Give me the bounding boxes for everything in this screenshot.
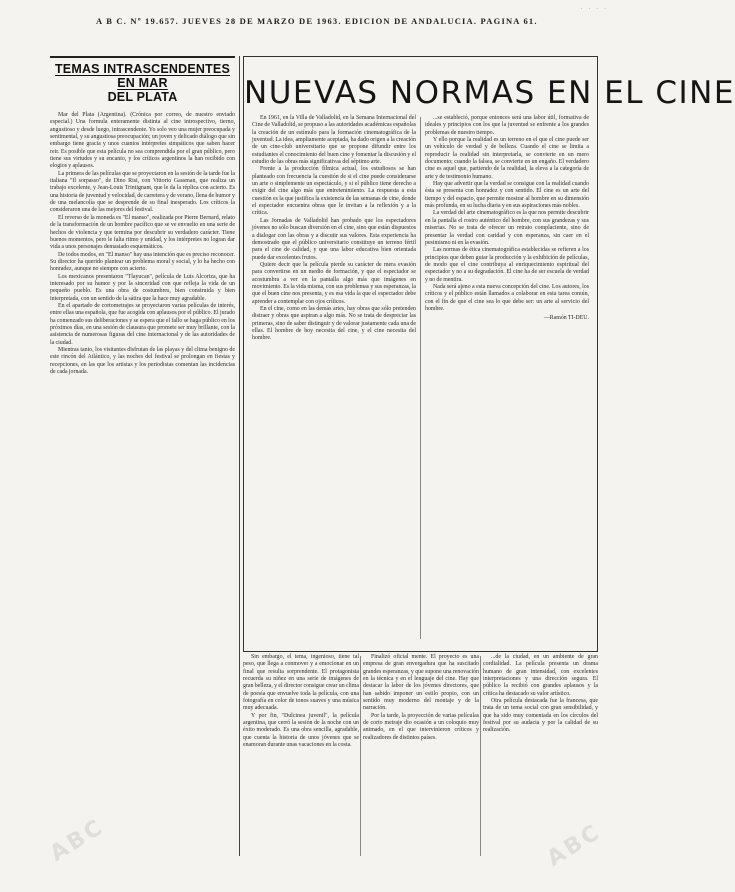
paragraph: Hay que advertir que la verdad se consigue con la realidad cuando ésta se presenta con honradez y con sentido. El cine es un arte del tiempo y del espacio, que permite mostrar al hombre en su dimensión más profunda, en su lucha diaria y en sus aspiraciones más nobles. <box>425 181 589 210</box>
bottom-column-2 <box>363 654 479 859</box>
boxed-article-column-1 <box>252 115 416 643</box>
bottom-column-3 <box>483 654 598 859</box>
paragraph: Sin embargo, el tema, ingenioso, tiene tal peso, que llega a conmover y a emocionar en un final que resulta sorprendente. El protagonista recuerda su niñez en una serie de imágenes de gran belleza, y el director consigue crear un clima de poesía que envuelve toda la película, con una fotografía en color de tonos suaves y una música muy adecuada. <box>243 654 359 712</box>
left-column-rule <box>50 56 235 58</box>
bottom-divider-2 <box>480 656 481 856</box>
paragraph: El reverso de la moneda es "El manso", realizada por Pierre Bernard, relato de la transformación de un hombre pacífico que se ve envuelto en una serie de hechos de violencia y que termina por descubrir su verdadero carácter. Tiene buenos momentos, pero le falta ritmo y unidad, y los intérpretes no logran dar vida a unos personajes demasiado esquemáticos. <box>50 214 235 251</box>
paragraph: Y por fin, "Dulcinea juvenil", la película argentina, que cerró la sesión de la noche con un éxito moderado. Es una obra sencilla, agradable, que cuenta la historia de unos jóvenes que se enamoran durante unas vacaciones en la costa. <box>243 712 359 749</box>
paragraph: En el apartado de cortometrajes se proyectaron varias películas de interés, entre ellas una española, que fue acogida con aplausos por el público. El jurado ha comenzado sus deliberaciones y se espera que el fallo se haga público en los próximos días, en una sesión de clausura que promete ser muy brillante, con la asistencia de numerosas figuras del cine internacional y de las autoridades de la ciudad. <box>50 302 235 346</box>
paragraph: Las Jornadas de Valladolid han probado que los espectadores jóvenes no sólo buscan diversión en el cine, sino que están dispuestos a dialogar con las obras y a discutir sus valores. Esta experiencia ha demostrado que el público universitario constituye un terreno fértil para el cine de calidad, y que una labor educativa bien orientada puede dar excelentes frutos. <box>252 217 416 261</box>
paragraph: Por la tarde, la proyección de varias películas de corto metraje dio ocasión a un coloquio muy animado, en el que intervinieron críticos y realizadores de distintos países. <box>363 712 479 741</box>
paragraph: De todos modos, en "El manso" hay una intención que es preciso reconocer. Su director ha querido plantear un problema moral y social, y lo ha hecho con honradez, aunque no siempre con acierto. <box>50 251 235 273</box>
paragraph: Nada será ajeno a esta nueva concepción del cine. Los autores, los críticos y el público están llamados a colaborar en esta tarea común, con el fin de que el cine sea lo que debe ser: un arte al servicio del hombre. <box>425 283 589 312</box>
paragraph: En 1961, en la Villa de Valladolid, en la Semana Internacional del Cine de Valladolid, se propuso a las autoridades académicas españolas la creación de un estímulo para la formación cinematográfica de la juventud. La idea, ampliamente aceptada, ha dado origen a la creación de un cine-club universitario que se propone difundir entre los estudiantes el conocimiento del buen cine y fomentar la discusión y el estudio de las obras más significativas del séptimo arte. <box>252 115 416 166</box>
author-signature: —Ramón TI-DEU. <box>543 315 589 322</box>
boxed-article-column-2 <box>425 115 589 643</box>
paragraph: Mar del Plata (Argentina). (Crónica por correo, de nuestro enviado especial.) Una formula enteramente distinta al cine introspectivo, tierno, angustioso y desde luego, intrascendente. Yo solo veo una mujer preocupada y sentimental, y su angustiosa preocupación; un joven y delicado diálogo que sin embargo tiene gracia y unos cuantos intérpretes simpáticos que saben hacer reir. Es posible que esta película no sea comprendida por el gran público, pero tiene sus virtudes y su encanto, y los críticos argentinos la han recibido con elogios y aplausos. <box>50 112 235 170</box>
paragraph: Las normas de ética cinematográfica establecidas se refieren a los principios que deben guiar la producción y la exhibición de películas, de modo que el cine contribuya al enriquecimiento espiritual del espectador y no a su degradación. El cine ha de ser escuela de verdad y no de mentira. <box>425 247 589 283</box>
paragraph: En el cine, como en las demás artes, hay obras que sólo pretenden distraer y obras que aspiran a algo más. No se trata de despreciar las primeras, sino de saber distinguir y de valorar justamente cada una de ellas. El hombre de hoy necesita del cine, y el cine necesita del hombre. <box>252 305 416 342</box>
paragraph: Los mexicanos presentaron "Tlayucan", película de Luis Alcoriza, que ha interesado por su humor y por la sinceridad con que refleja la vida de un pequeño pueblo. Es una obra de costumbres, bien construida y bien interpretada, con un sentido de la sátira que la hace muy agradable. <box>50 273 235 302</box>
paragraph: Frente a la producción fílmica actual, los estudiosos se han planteado con frecuencia la cuestión de si el cine puede considerarse un arte o simplemente un espectáculo, y si el público tiene derecho a exigir del cine algo más que entretenimiento. La respuesta a esta cuestión es la que justifica la existencia de las semanas de cine, donde el espectador encuentra obras que le invitan a la reflexión y a la crítica. <box>252 166 416 217</box>
paragraph: ...de la ciudad, en un ambiente de gran cordialidad. La película presenta un drama humano de gran intensidad, con excelentes interpretaciones y una dirección segura. El público la recibió con grandes aplausos y la crítica ha destacado su valor artístico. <box>483 654 598 697</box>
left-article-body <box>50 112 235 892</box>
paragraph: Finalizó oficial mente. El proyecto es una empresa de gran envergadura que ha suscitado grandes esperanzas, y que supone una renovación en la técnica y en el lenguaje del cine. Hay que destacar la labor de los jóvenes directores, que han sabido imponer un estilo propio, con un sentido muy moderno del montaje y de la narración. <box>363 654 479 712</box>
abc-watermark: ABC <box>542 819 607 872</box>
paragraph: La verdad del arte cinematográfico es la que nos permite descubrir en la pantalla el rostro auténtico del hombre, con sus grandezas y sus miserias. No se trata de ofrecer un retrato complaciente, sino de presentar la verdad con caridad y con esperanza, sin caer en el pesimismo ni en la evasión. <box>425 210 589 246</box>
bottom-divider-1 <box>360 656 361 856</box>
paragraph: Quiere decir que la película pierde su carácter de mera evasión para convertirse en un medio de formación, y que el espectador se acostumbra a ver en la pantalla algo más que imágenes en movimiento. Es la vida misma, con sus problemas y sus esperanzas, la que el buen cine nos presenta, y es esa vida la que el espectador debe aprender a contemplar con ojos críticos. <box>252 261 416 305</box>
corner-mark: · · · · <box>580 6 608 13</box>
left-article-headline <box>50 62 235 104</box>
page-folio: A B C. Nº 19.657. JUEVES 28 DE MARZO DE 1963. EDICION DE ANDALUCIA. PAGINA 61. <box>96 16 538 26</box>
left-headline-line-2: DEL PLATA <box>107 90 178 104</box>
paragraph: Y ello porque la realidad es un terreno en el que el cine puede ser un vehículo de verdad y de belleza. Cuando el cine se limita a reproducir la realidad sin interpretarla, se convierte en un mero documento; cuando la falsea, se convierte en un engaño. El verdadero cine es aquel que, partiendo de la realidad, la eleva a la categoría de arte y de testimonio humano. <box>425 137 589 180</box>
paragraph: La primera de las películas que se proyectaron en la sesión de la tarde fue la italiana "Il sorpasso", de Dino Risi, con Vittorio Gassman, que realiza un trabajo excelente, y Jean-Louis Trintignant, que le da la réplica con acierto. Es una historia de juventud y velocidad, de carretera y de verano, llena de humor y de una melancolía que se desprende de su final inesperado. Los críticos la consideraron una de las mejores del festival. <box>50 170 235 214</box>
paragraph: Otra película destacada fue la francesa, que trata de un tema social con gran sensibilidad, y que ha sido muy comentada en los círculos del festival por su audacia y por la calidad de su realización. <box>483 698 598 734</box>
column-divider <box>239 56 240 856</box>
paragraph: Mientras tanto, los visitantes disfrutan de las playas y del clima benigno de este rincón del Atlántico, y las noches del festival se prolongan en fiestas y recepciones, en las que los artistas y los periodistas comentan las incidencias de cada jornada. <box>50 347 235 376</box>
paragraph: ...se estableció, porque entonces será una labor útil, formativa de ideales y principios con los que la juventud se enfrente a los grandes problemas de nuestro tiempo. <box>425 115 589 136</box>
left-headline-line-1: TEMAS INTRASCENDENTES EN MAR <box>54 62 231 90</box>
left-article <box>50 62 235 892</box>
bottom-column-1 <box>243 654 359 859</box>
boxed-article <box>243 56 735 652</box>
abc-watermark: ABC <box>45 814 110 867</box>
boxed-article-divider <box>420 117 421 639</box>
boxed-article-headline: NUEVAS NORMAS EN EL CINE <box>244 75 735 111</box>
